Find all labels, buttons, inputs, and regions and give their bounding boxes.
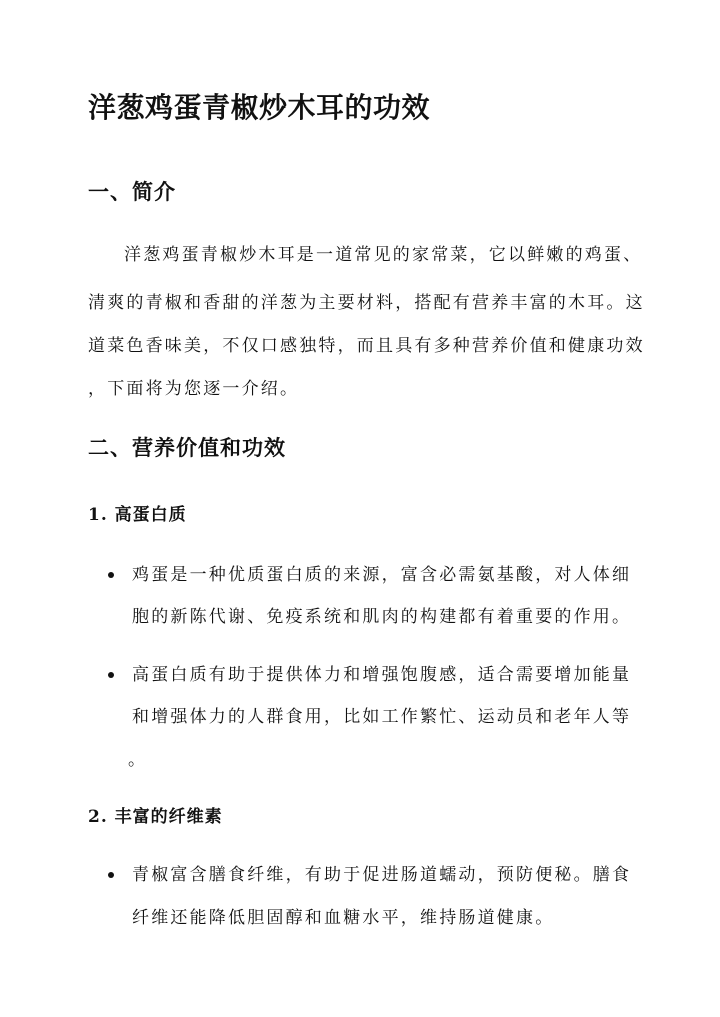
document-title: 洋葱鸡蛋青椒炒木耳的功效: [88, 91, 431, 124]
list-item-line: 高蛋白质有助于提供体力和增强饱腹感，适合需要增加能量: [132, 665, 632, 685]
list-item-line: 。: [128, 750, 148, 770]
paragraph-line: ，下面将为您逐一介绍。: [88, 379, 300, 399]
bullet-dot-icon: [108, 872, 114, 878]
bullet-dot-icon: [108, 572, 114, 578]
subsection-heading-fiber: 2. 丰富的纤维素: [88, 807, 223, 827]
list-item-line: 胞的新陈代谢、免疫系统和肌肉的构建都有着重要的作用。: [132, 607, 632, 627]
paragraph-line: 洋葱鸡蛋青椒炒木耳是一道常见的家常菜，它以鲜嫩的鸡蛋、: [124, 245, 643, 265]
section-heading-intro: 一、简介: [88, 179, 176, 204]
paragraph-line: 清爽的青椒和香甜的洋葱为主要材料，搭配有营养丰富的木耳。这: [88, 293, 645, 313]
list-item-line: 和增强体力的人群食用，比如工作繁忙、运动员和老年人等: [132, 707, 632, 727]
list-item-line: 青椒富含膳食纤维，有助于促进肠道蠕动，预防便秘。膳食: [132, 865, 632, 885]
list-item-line: 纤维还能降低胆固醇和血糖水平，维持肠道健康。: [132, 908, 555, 928]
paragraph-line: 道菜色香味美，不仅口感独特，而且具有多种营养价值和健康功效: [88, 336, 645, 356]
section-heading-nutrition: 二、营养价值和功效: [88, 435, 286, 460]
subsection-heading-protein: 1. 高蛋白质: [88, 505, 187, 525]
bullet-dot-icon: [108, 672, 114, 678]
list-item-line: 鸡蛋是一种优质蛋白质的来源，富含必需氨基酸，对人体细: [132, 565, 632, 585]
